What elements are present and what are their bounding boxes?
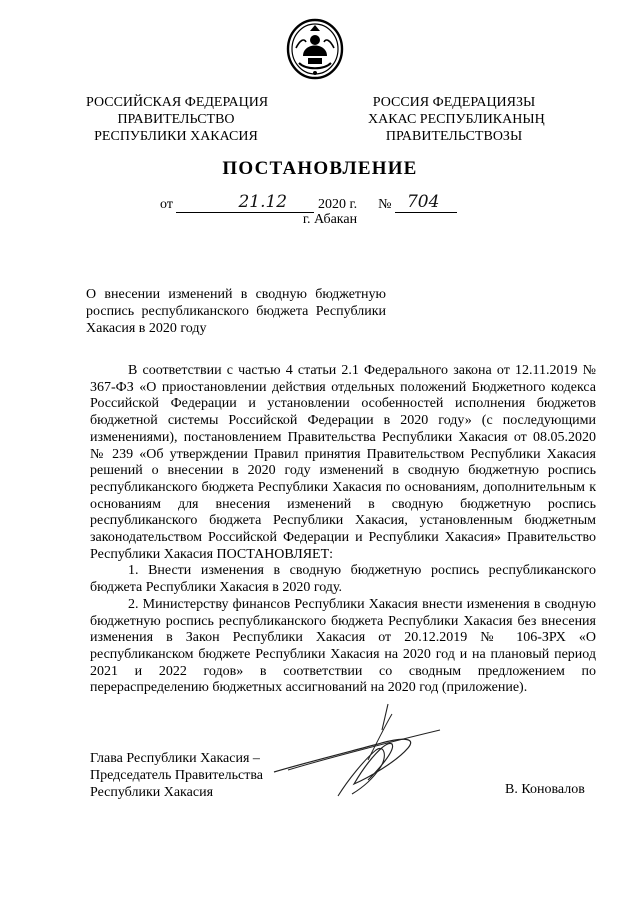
subject: О внесении изменений в сводную бюджетную роспись республиканского бюджета Республики Хакасия в 2020 году xyxy=(86,287,386,336)
date-number-line xyxy=(160,192,457,213)
city: г. Абакан xyxy=(302,212,358,227)
paragraph: 2. Министерству финансов Республики Хакасия внести изменения в сводную бюджетную роспись республиканского бюджета Республики Хакасия без внесения изменения в Закон Республики Хакасия от 20.12.2019 № 106-ЗРХ «О республиканском бюджете Республики Хакасия на 2020 год и на плановый период 2021 и 2022 годов» в соответствии со сводным предложением по перераспределению бюджетных ассигнований на 2020 год (приложение). xyxy=(90,596,596,696)
handwritten-signature xyxy=(268,700,448,810)
body-text xyxy=(90,363,596,697)
header-left xyxy=(86,94,269,145)
header-left-line: РЕСПУБЛИКИ ХАКАСИЯ xyxy=(94,129,258,144)
number-handwritten: 704 xyxy=(406,192,440,212)
signatory-position-line: Председатель Правительства xyxy=(90,768,263,783)
paragraph: В соответствии с частью 4 статьи 2.1 Федерального закона от 12.11.2019 № 367-ФЗ «О приостановлении действия отдельных положений Бюджетного кодекса Российской Федерации и установлении особенностей исполнения бюджетов бюджетной системы Российской Федерации в 2020 году» (с последующими изменениями), постановлением Правительства Республики Хакасия от 08.05.2020 № 239 «Об утверждении Правил принятия Правительством Республики Хакасия решений о внесении в 2020 году изменений в сводную бюджетную роспись республиканского бюджета Республики Хакасия по основаниям, дополнительным к основаниям для внесения изменений в сводную бюджетную роспись республиканского бюджета Республики Хакасия, установленным бюджетным законодательством Российской Федерации и Республики Хакасия» Правительство Республики Хакасия ПОСТАНОВЛЯЕТ: xyxy=(90,363,596,562)
header-left-line: РОССИЙСКАЯ ФЕДЕРАЦИЯ xyxy=(86,95,269,110)
date-handwritten: 21.12 xyxy=(238,192,288,212)
date-prefix: от xyxy=(160,197,173,212)
number-sign: № xyxy=(378,197,392,212)
year-label: 2020 г. xyxy=(317,197,358,212)
signatory-position xyxy=(90,750,263,801)
signatory-name: В. Коновалов xyxy=(505,782,585,797)
coat-of-arms-icon xyxy=(286,18,344,80)
number-field xyxy=(395,192,457,213)
document-title: ПОСТАНОВЛЕНИЕ xyxy=(222,158,418,179)
header-left-line: ПРАВИТЕЛЬСТВО xyxy=(117,112,235,127)
signatory-position-line: Республики Хакасия xyxy=(90,785,214,800)
header-right-line: ХАКАС РЕСПУБЛИКАНЫҢ xyxy=(368,112,545,127)
paragraph: 1. Внести изменения в сводную бюджетную роспись республиканского бюджета Республики Хакасия в 2020 году. xyxy=(90,563,596,596)
header-right-line: ПРАВИТЕЛЬСТВОЗЫ xyxy=(385,129,523,144)
date-field xyxy=(176,192,314,213)
header-right-line: РОССИЯ ФЕДЕРАЦИЯЗЫ xyxy=(372,95,536,110)
header-right xyxy=(368,94,545,145)
signatory-position-line: Глава Республики Хакасия – xyxy=(90,751,260,766)
